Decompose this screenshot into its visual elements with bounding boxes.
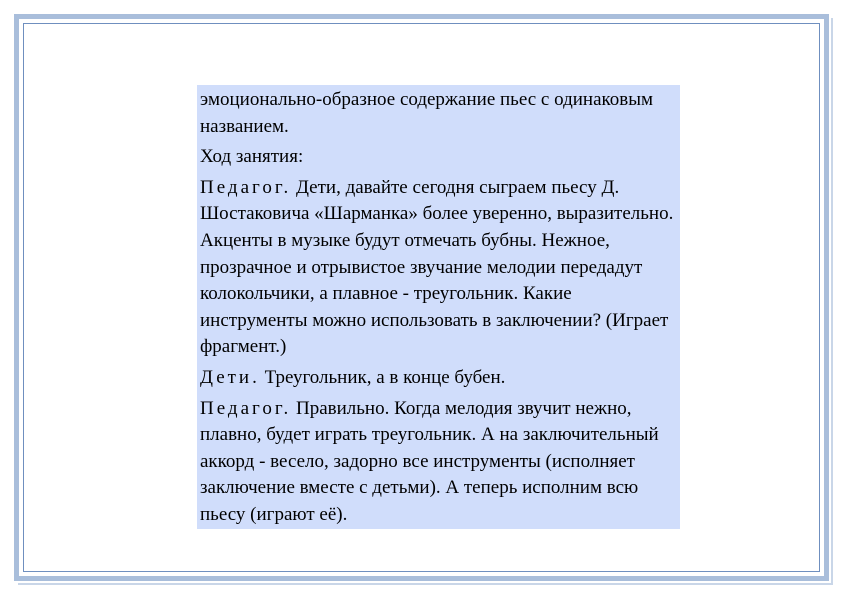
paragraph-teacher-1: [200, 175, 680, 361]
paragraph-text: Треугольник, а в конце бубен.: [259, 366, 506, 388]
paragraph-text: Ход занятия:: [200, 146, 304, 168]
speaker-label: Педагог.: [200, 176, 292, 198]
paragraph-lesson-heading: [200, 144, 680, 171]
paragraph-teacher-2: [200, 396, 680, 529]
paragraph-text: эмоционально-образное содержание пьес с одинаковым названием.: [200, 89, 654, 137]
text-block: [197, 85, 680, 529]
speaker-label: Дети.: [200, 366, 260, 388]
paragraph-children: [200, 365, 680, 392]
paragraph-text: Правильно. Когда мелодия звучит нежно, плавно, будет играть треугольник. А на заключительный аккорд - весело, задорно все инструменты (исполняет заключение вместе с детьми). А теперь исполним всю пьесу (играют её).: [200, 397, 659, 525]
paragraph-intro: [200, 87, 680, 140]
speaker-label: Педагог.: [200, 397, 292, 419]
paragraph-text: Дети, давайте сегодня сыграем пьесу Д. Шостаковича «Шарманка» более уверенно, выразительно. Акценты в музыке будут отмечать бубны. Нежное, прозрачное и отрывистое звучание мелодии передадут колокольчики, а плавное - треугольник. Какие инструменты можно использовать в заключении? (Играет фрагмент.): [200, 176, 674, 358]
